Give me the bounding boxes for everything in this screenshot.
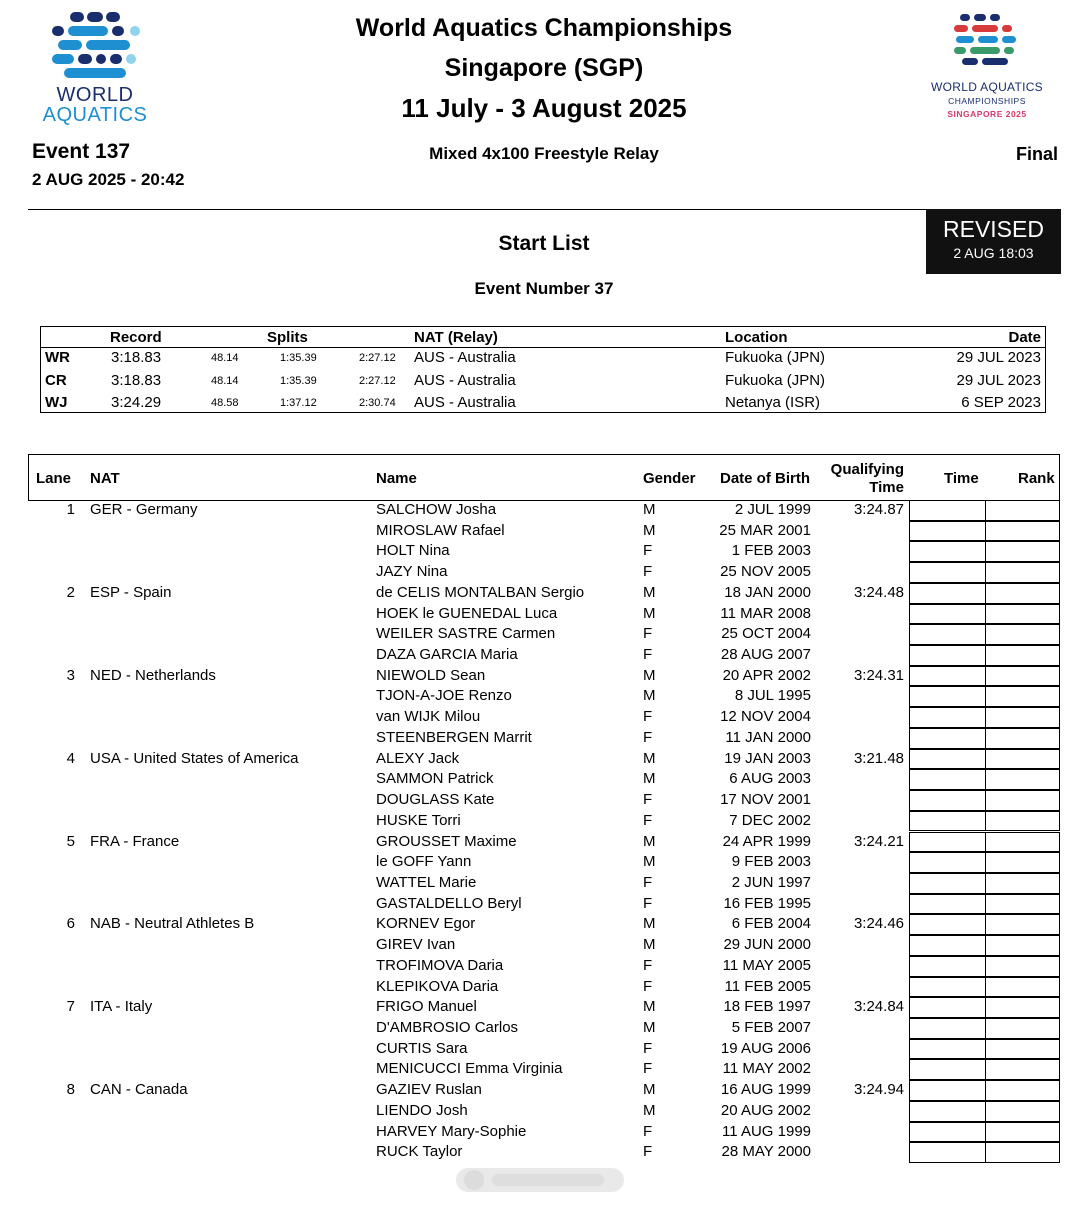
record-location: Fukuoka (JPN) <box>725 371 826 389</box>
cell-gender: F <box>643 873 653 891</box>
cell-dob: 11 AUG 1999 <box>722 1122 811 1140</box>
cell-dob: 25 MAR 2001 <box>719 521 811 539</box>
cell-name: STEENBERGEN Marrit <box>376 728 532 746</box>
cell-gender: F <box>643 646 653 664</box>
cell-qualifying-time: 3:24.21 <box>853 832 904 850</box>
cell-lane: 7 <box>66 998 75 1016</box>
rank-entry-box <box>985 914 1060 935</box>
watermark-icon <box>456 1162 624 1196</box>
time-entry-box <box>909 707 986 728</box>
cell-name: WEILER SASTRE Carmen <box>376 625 556 643</box>
header-time: Time <box>944 470 979 487</box>
cell-name: SAMMON Patrick <box>376 770 494 788</box>
cell-nat: ESP - Spain <box>90 583 172 601</box>
time-entry-box <box>909 604 986 625</box>
rank-entry-box <box>985 894 1060 915</box>
record-nat: AUS - Australia <box>414 349 516 366</box>
cell-gender: F <box>643 1143 653 1161</box>
records-header-record: Record <box>110 329 162 346</box>
cell-qualifying-time: 3:24.94 <box>853 1081 904 1099</box>
time-entry-box <box>909 624 986 645</box>
rank-entry-box <box>985 769 1060 790</box>
cell-gender: F <box>643 1122 653 1140</box>
table-row <box>0 707 1080 728</box>
cell-dob: 7 DEC 2002 <box>729 811 811 829</box>
table-row <box>0 604 1080 625</box>
cell-dob: 20 APR 2002 <box>722 666 811 684</box>
table-row <box>0 1101 1080 1122</box>
rank-entry-box <box>985 956 1060 977</box>
championships-logo <box>914 8 1060 126</box>
table-row <box>0 666 1080 687</box>
cell-dob: 25 NOV 2005 <box>720 563 811 581</box>
cell-gender: F <box>643 811 653 829</box>
cell-dob: 18 FEB 1997 <box>723 998 811 1016</box>
record-location: Fukuoka (JPN) <box>725 349 826 366</box>
rank-entry-box <box>985 1059 1060 1080</box>
cell-qualifying-time: 3:24.84 <box>853 998 904 1016</box>
table-row <box>0 977 1080 998</box>
cell-dob: 11 MAY 2002 <box>722 1060 811 1078</box>
table-row <box>0 852 1080 873</box>
logo-left-word-2: AQUATICS <box>42 104 148 126</box>
start-list-header <box>28 454 1060 501</box>
header-dob: Date of Birth <box>720 470 810 487</box>
record-split-3: 2:27.12 <box>359 374 396 387</box>
rank-entry-box <box>985 707 1060 728</box>
cell-lane: 4 <box>66 749 75 767</box>
cell-name: GASTALDELLO Beryl <box>376 894 522 912</box>
cell-name: GIREV Ivan <box>376 936 456 954</box>
cell-gender: M <box>643 853 656 871</box>
time-entry-box <box>909 1039 986 1060</box>
cell-gender: M <box>643 501 656 518</box>
table-row <box>0 956 1080 977</box>
time-entry-box <box>909 1080 986 1101</box>
header-lane: Lane <box>36 470 72 487</box>
cell-dob: 11 FEB 2005 <box>724 977 811 995</box>
cell-lane: 6 <box>66 915 75 933</box>
rank-entry-box <box>985 666 1060 687</box>
records-header-location: Location <box>725 329 788 346</box>
cell-name: HUSKE Torri <box>376 811 461 829</box>
record-code: WJ <box>45 394 68 411</box>
cell-name: MENICUCCI Emma Virginia <box>376 1060 563 1078</box>
table-row <box>0 686 1080 707</box>
rank-entry-box <box>985 935 1060 956</box>
cell-name: HARVEY Mary-Sophie <box>376 1122 527 1140</box>
cell-gender: F <box>643 894 653 912</box>
cell-qualifying-time: 3:24.87 <box>853 501 904 518</box>
table-row <box>0 500 1080 521</box>
header-divider <box>28 209 1060 210</box>
cell-dob: 20 AUG 2002 <box>720 1101 811 1119</box>
record-code: CR <box>45 371 67 389</box>
record-split-2: 1:37.12 <box>280 397 317 409</box>
cell-gender: M <box>643 770 656 788</box>
time-entry-box <box>909 686 986 707</box>
record-split-3: 2:27.12 <box>359 352 396 364</box>
time-entry-box <box>909 500 986 521</box>
cell-name: WATTEL Marie <box>376 873 477 891</box>
rank-entry-box <box>985 852 1060 873</box>
cell-lane: 8 <box>66 1081 75 1099</box>
records-header-splits: Splits <box>267 329 308 346</box>
cell-gender: M <box>643 1019 656 1036</box>
championships-logo-mark <box>914 8 1060 78</box>
header-nat: NAT <box>90 470 120 487</box>
table-row <box>0 894 1080 915</box>
cell-gender: M <box>643 666 656 684</box>
rank-entry-box <box>985 1039 1060 1060</box>
cell-lane: 1 <box>66 501 75 518</box>
cell-gender: F <box>643 563 653 581</box>
rank-entry-box <box>985 1101 1060 1122</box>
cell-dob: 11 MAR 2008 <box>720 604 811 622</box>
header-name: Name <box>376 470 417 487</box>
rank-entry-box <box>985 541 1060 562</box>
cell-name: le GOFF Yann <box>376 853 472 871</box>
cell-gender: F <box>643 708 653 726</box>
rank-entry-box <box>985 749 1060 770</box>
table-row <box>0 1142 1080 1163</box>
record-date: 6 SEP 2023 <box>961 394 1041 411</box>
cell-qualifying-time: 3:24.48 <box>853 583 904 601</box>
time-entry-box <box>909 749 986 770</box>
table-row <box>0 541 1080 562</box>
table-row <box>0 1039 1080 1060</box>
table-row <box>0 790 1080 811</box>
time-entry-box <box>909 935 986 956</box>
rank-entry-box <box>985 790 1060 811</box>
cell-name: TROFIMOVA Daria <box>376 956 504 974</box>
event-phase: Final <box>1015 144 1058 164</box>
cell-gender: M <box>643 749 656 767</box>
cell-dob: 28 MAY 2000 <box>721 1143 811 1161</box>
time-entry-box <box>909 583 986 604</box>
time-entry-box <box>909 790 986 811</box>
table-row <box>0 1122 1080 1143</box>
rank-entry-box <box>985 1142 1060 1163</box>
rank-entry-box <box>985 604 1060 625</box>
cell-dob: 11 MAY 2005 <box>722 956 811 974</box>
records-header-nat: NAT (Relay) <box>414 329 498 346</box>
cell-dob: 11 JAN 2000 <box>725 728 811 746</box>
cell-dob: 2 JUN 1997 <box>731 873 811 891</box>
cell-name: van WIJK Milou <box>376 708 481 726</box>
table-row <box>0 624 1080 645</box>
cell-gender: M <box>643 604 656 622</box>
header-rank: Rank <box>1018 470 1055 487</box>
cell-gender: M <box>643 583 656 601</box>
cell-name: LIENDO Josh <box>376 1101 468 1119</box>
header-qualifying-time: Time <box>869 479 904 496</box>
record-nat: AUS - Australia <box>414 394 516 411</box>
cell-gender: F <box>643 625 653 643</box>
cell-dob: 6 AUG 2003 <box>729 770 811 788</box>
cell-gender: F <box>643 542 653 560</box>
table-row <box>0 521 1080 542</box>
record-date: 29 JUL 2023 <box>956 349 1041 366</box>
rank-entry-box <box>985 583 1060 604</box>
table-row <box>0 1059 1080 1080</box>
time-entry-box <box>909 1059 986 1080</box>
cell-gender: M <box>643 1081 656 1099</box>
cell-name: MIROSLAW Rafael <box>376 521 505 539</box>
cell-dob: 17 NOV 2001 <box>720 791 811 809</box>
record-split-1: 48.14 <box>211 352 239 364</box>
table-row <box>0 997 1080 1018</box>
rank-entry-box <box>985 832 1060 853</box>
cell-nat: NED - Netherlands <box>90 666 216 684</box>
time-entry-box <box>909 728 986 749</box>
time-entry-box <box>909 1122 986 1143</box>
cell-name: RUCK Taylor <box>376 1143 463 1161</box>
championship-location: Singapore (SGP) <box>444 54 644 82</box>
cell-dob: 19 AUG 2006 <box>720 1039 811 1057</box>
cell-gender: F <box>643 791 653 809</box>
championship-dates: 11 July - 3 August 2025 <box>401 93 687 123</box>
rank-entry-box <box>985 500 1060 521</box>
time-entry-box <box>909 873 986 894</box>
time-entry-box <box>909 852 986 873</box>
cell-name: TJON-A-JOE Renzo <box>376 687 512 705</box>
cell-name: CURTIS Sara <box>376 1039 468 1057</box>
cell-gender: F <box>643 728 653 746</box>
start-list-title: Start List <box>498 232 590 255</box>
record-time: 3:18.83 <box>111 371 162 389</box>
cell-dob: 19 JAN 2003 <box>724 749 811 767</box>
logo-right-word-3: SINGAPORE 2025 <box>947 109 1027 119</box>
cell-nat: NAB - Neutral Athletes B <box>90 915 255 933</box>
rank-entry-box <box>985 728 1060 749</box>
rank-entry-box <box>985 873 1060 894</box>
cell-dob: 29 JUN 2000 <box>723 936 811 954</box>
table-row <box>0 873 1080 894</box>
record-split-1: 48.14 <box>211 374 239 387</box>
cell-dob: 24 APR 1999 <box>722 832 811 850</box>
cell-name: GAZIEV Ruslan <box>376 1081 482 1099</box>
header-qualifying: Qualifying <box>830 461 904 478</box>
record-split-3: 2:30.74 <box>359 397 396 409</box>
cell-gender: F <box>643 977 653 995</box>
cell-name: KLEPIKOVA Daria <box>376 977 499 995</box>
cell-name: ALEXY Jack <box>376 749 460 767</box>
record-nat: AUS - Australia <box>414 371 516 389</box>
time-entry-box <box>909 894 986 915</box>
time-entry-box <box>909 1101 986 1122</box>
table-row <box>0 914 1080 935</box>
rank-entry-box <box>985 1080 1060 1101</box>
table-row <box>0 769 1080 790</box>
record-time: 3:18.83 <box>111 349 162 366</box>
cell-qualifying-time: 3:24.46 <box>853 915 904 933</box>
time-entry-box <box>909 666 986 687</box>
cell-dob: 6 FEB 2004 <box>731 915 811 933</box>
records-header-date: Date <box>1008 329 1041 346</box>
cell-gender: M <box>643 1101 656 1119</box>
record-split-2: 1:35.39 <box>280 352 317 364</box>
cell-qualifying-time: 3:21.48 <box>853 749 904 767</box>
cell-dob: 2 JUL 1999 <box>734 501 811 518</box>
time-entry-box <box>909 956 986 977</box>
cell-nat: CAN - Canada <box>90 1081 188 1099</box>
table-row <box>0 811 1080 832</box>
record-time: 3:24.29 <box>111 394 162 411</box>
header-gender: Gender <box>643 470 696 487</box>
logo-right-word-1: WORLD AQUATICS <box>931 80 1043 94</box>
cell-gender: M <box>643 998 656 1016</box>
cell-dob: 8 JUL 1995 <box>734 687 811 705</box>
time-entry-box <box>909 977 986 998</box>
cell-gender: M <box>643 936 656 954</box>
table-row <box>0 935 1080 956</box>
cell-dob: 12 NOV 2004 <box>720 708 811 726</box>
cell-dob: 16 AUG 1999 <box>720 1081 811 1099</box>
cell-name: de CELIS MONTALBAN Sergio <box>376 583 585 601</box>
cell-name: HOEK le GUENEDAL Luca <box>376 604 558 622</box>
cell-gender: M <box>643 832 656 850</box>
cell-name: DAZA GARCIA Maria <box>376 646 518 664</box>
table-row <box>0 583 1080 604</box>
cell-dob: 9 FEB 2003 <box>731 853 811 871</box>
cell-dob: 16 FEB 1995 <box>723 894 811 912</box>
cell-lane: 2 <box>66 583 75 601</box>
rank-entry-box <box>985 521 1060 542</box>
record-location: Netanya (ISR) <box>725 394 821 411</box>
rank-entry-box <box>985 1018 1060 1039</box>
cell-gender: F <box>643 1060 653 1078</box>
championship-title: World Aquatics Championships <box>355 14 733 42</box>
time-entry-box <box>909 1142 986 1163</box>
time-entry-box <box>909 562 986 583</box>
logo-left-word-1: WORLD <box>56 84 134 106</box>
logo-right-word-2: CHAMPIONSHIPS <box>948 96 1026 106</box>
cell-gender: F <box>643 1039 653 1057</box>
event-number-label: Event Number 37 <box>474 279 614 298</box>
time-entry-box <box>909 832 986 853</box>
time-entry-box <box>909 645 986 666</box>
record-date: 29 JUL 2023 <box>956 371 1041 389</box>
cell-name: JAZY Nina <box>376 563 448 581</box>
cell-dob: 25 OCT 2004 <box>721 625 811 643</box>
time-entry-box <box>909 997 986 1018</box>
record-code: WR <box>45 349 70 366</box>
rank-entry-box <box>985 811 1060 832</box>
rank-entry-box <box>985 645 1060 666</box>
cell-name: NIEWOLD Sean <box>376 666 486 684</box>
table-row <box>0 1018 1080 1039</box>
rank-entry-box <box>985 686 1060 707</box>
records-header-divider <box>41 347 1045 348</box>
rank-entry-box <box>985 624 1060 645</box>
cell-gender: M <box>643 687 656 705</box>
cell-name: D'AMBROSIO Carlos <box>376 1019 519 1036</box>
cell-dob: 18 JAN 2000 <box>724 583 811 601</box>
time-entry-box <box>909 811 986 832</box>
cell-gender: F <box>643 956 653 974</box>
cell-nat: FRA - France <box>90 832 180 850</box>
cell-nat: GER - Germany <box>90 501 198 518</box>
cell-nat: ITA - Italy <box>90 998 153 1016</box>
cell-lane: 3 <box>66 666 75 684</box>
cell-nat: USA - United States of America <box>90 749 299 767</box>
cell-name: DOUGLASS Kate <box>376 791 495 809</box>
event-number: Event 137 <box>32 140 131 163</box>
rank-entry-box <box>985 997 1060 1018</box>
table-row <box>0 728 1080 749</box>
rank-entry-box <box>985 977 1060 998</box>
cell-dob: 28 AUG 2007 <box>720 646 811 664</box>
cell-lane: 5 <box>66 832 75 850</box>
world-aquatics-logo <box>30 8 160 126</box>
event-name: Mixed 4x100 Freestyle Relay <box>429 144 659 163</box>
table-row <box>0 645 1080 666</box>
table-row <box>0 1080 1080 1101</box>
event-datetime: 2 AUG 2025 - 20:42 <box>32 170 185 189</box>
revised-badge <box>926 209 1061 274</box>
table-row <box>0 562 1080 583</box>
revised-label: REVISED <box>943 216 1044 242</box>
time-entry-box <box>909 769 986 790</box>
time-entry-box <box>909 521 986 542</box>
records-table <box>40 326 1046 413</box>
cell-name: FRIGO Manuel <box>376 998 477 1016</box>
record-split-1: 48.58 <box>211 397 239 409</box>
cell-gender: M <box>643 521 656 539</box>
rank-entry-box <box>985 1122 1060 1143</box>
cell-name: KORNEV Egor <box>376 915 476 933</box>
cell-name: SALCHOW Josha <box>376 501 497 518</box>
time-entry-box <box>909 541 986 562</box>
time-entry-box <box>909 1018 986 1039</box>
record-split-2: 1:35.39 <box>280 374 317 387</box>
cell-name: GROUSSET Maxime <box>376 832 517 850</box>
cell-dob: 1 FEB 2003 <box>731 542 811 560</box>
cell-dob: 5 FEB 2007 <box>731 1019 811 1036</box>
cell-name: HOLT Nina <box>376 542 450 560</box>
table-row <box>0 832 1080 853</box>
rank-entry-box <box>985 562 1060 583</box>
table-row <box>0 749 1080 770</box>
cell-gender: M <box>643 915 656 933</box>
world-aquatics-logo-mark <box>30 8 160 84</box>
time-entry-box <box>909 914 986 935</box>
cell-qualifying-time: 3:24.31 <box>853 666 904 684</box>
revised-time: 2 AUG 18:03 <box>953 245 1034 261</box>
